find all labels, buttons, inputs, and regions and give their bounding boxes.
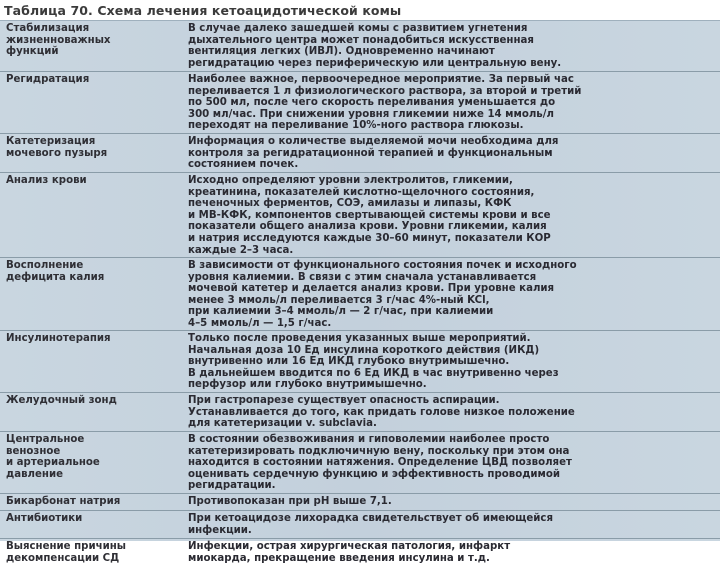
text-line: При кетоацидозе лихорадка свидетельствует об имеющейся <box>188 513 553 524</box>
row-text <box>188 260 718 330</box>
label-line: декомпенсации СД <box>6 552 120 564</box>
text-line: 300 мл/час. При снижении уровня гликемии ниже 14 ммоль/л <box>188 108 554 120</box>
text-line: каждые 2–3 часа. <box>188 244 294 256</box>
row-text <box>188 434 718 492</box>
text-line: В дальнейшем вводится по 6 Ед ИКД в час внутривенно через <box>188 367 559 379</box>
label-line: функций <box>6 46 59 58</box>
text-line: показатели общего анализа крови. Уровни гликемии, калия <box>188 221 547 233</box>
text-line: регидратацию через периферическую или центральную вену. <box>188 57 562 69</box>
row-label <box>6 23 178 58</box>
text-line: Противопоказан при pH выше 7,1. <box>188 496 392 507</box>
label-line: венозное <box>6 445 61 457</box>
table-row <box>0 173 720 258</box>
text-line: и МВ-КФК, компонентов свертывающей системы крови и все <box>188 209 551 221</box>
text-line: для катетеризации v. subclavia. <box>188 418 377 430</box>
table-row <box>0 21 720 72</box>
label-line: жизненноважных <box>6 34 111 46</box>
table-row <box>0 432 720 494</box>
table-row <box>0 511 720 539</box>
text-line: креатинина, показателей кислотно-щелочного состояния, <box>188 186 535 198</box>
text-line: В зависимости от функционального состояния почек и исходного <box>188 260 577 271</box>
text-line: внутривенно или 16 Ед ИКД глубоко внутримышечно. <box>188 356 510 368</box>
row-text <box>188 136 718 171</box>
text-line: уровня калиемии. В связи с этим сначала устанавливается <box>188 271 537 283</box>
text-line: Информация о количестве выделяемой мочи необходима для <box>188 136 559 147</box>
label-line: Желудочный зонд <box>6 395 117 406</box>
label-line: мочевого пузыря <box>6 147 108 159</box>
text-line: В состоянии обезвоживания и гиповолемии наиболее просто <box>188 434 550 445</box>
text-line: Наиболее важное, первоочередное мероприятие. За первый час <box>188 74 574 85</box>
text-line: находится в состоянии натяжения. Определение ЦВД позволяет <box>188 457 572 469</box>
table-row <box>0 494 720 511</box>
table-row <box>0 331 720 393</box>
text-line: контроля за регидратационной терапией и функциональным <box>188 147 553 159</box>
label-line: давление <box>6 468 64 480</box>
table-row <box>0 72 720 134</box>
label-line: и артериальное <box>6 457 100 469</box>
text-line: Инфекции, острая хирургическая патология, инфаркт <box>188 541 511 552</box>
text-line: Только после проведения указанных выше мероприятий. <box>188 333 531 344</box>
label-line: Выяснение причины <box>6 541 126 552</box>
label-line: Инсулинотерапия <box>6 333 111 344</box>
text-line: Устанавливается до того, как придать голове низкое положение <box>188 406 575 418</box>
text-line: переходят на переливание 10%-ного раствора глюкозы. <box>188 120 524 132</box>
text-line: инфекции. <box>188 524 252 536</box>
row-label <box>6 541 178 564</box>
label-line: Катетеризация <box>6 136 96 147</box>
label-line: Антибиотики <box>6 513 83 524</box>
row-label <box>6 496 178 508</box>
label-line: Регидратация <box>6 74 90 85</box>
row-label <box>6 513 178 525</box>
label-line: Стабилизация <box>6 23 90 34</box>
row-text <box>188 175 718 256</box>
text-line: катетеризировать подключичную вену, поскольку при этом она <box>188 445 570 457</box>
treatment-table <box>0 20 720 564</box>
row-text <box>188 333 718 391</box>
row-text <box>188 23 718 69</box>
text-line: При гастропарезе существует опасность аспирации. <box>188 395 500 406</box>
table-row <box>0 539 720 567</box>
text-line: дыхательного центра может понадобиться искусственная <box>188 34 534 46</box>
row-label <box>6 434 178 480</box>
text-line: при калиемии 3–4 ммоль/л — 2 г/час, при калиемии <box>188 306 494 318</box>
text-line: мочевой катетер и делается анализ крови. При уровне калия <box>188 283 555 295</box>
text-line: и натрия исследуются каждые 30–60 минут, показатели КОР <box>188 232 551 244</box>
row-text <box>188 74 718 132</box>
text-line: переливается 1 л физиологического раствора, за второй и третий <box>188 85 582 97</box>
row-label <box>6 74 178 86</box>
text-line: менее 3 ммоль/л переливается 3 г/час 4%-ный KCl, <box>188 294 490 306</box>
row-text <box>188 496 718 508</box>
row-label <box>6 175 178 187</box>
label-line: Центральное <box>6 434 85 445</box>
row-label <box>6 260 178 283</box>
row-text <box>188 541 718 564</box>
row-text <box>188 513 718 536</box>
table-row <box>0 134 720 173</box>
row-text <box>188 395 718 430</box>
label-line: дефицита калия <box>6 271 105 283</box>
label-line: Восполнение <box>6 260 84 271</box>
text-line: печеночных ферментов, СОЭ, амилазы и липазы, КФК <box>188 198 512 210</box>
text-line: Начальная доза 10 Ед инсулина короткого действия (ИКД) <box>188 344 540 356</box>
text-line: оценивать сердечную функцию и эффективность проводимой <box>188 468 561 480</box>
text-line: регидратации. <box>188 480 276 492</box>
text-line: перфузор или глубоко внутримышечно. <box>188 379 427 391</box>
text-line: вентиляция легких (ИВЛ). Одновременно начинают <box>188 46 495 58</box>
text-line: по 500 мл, после чего скорость переливания уменьшается до <box>188 97 556 109</box>
row-label <box>6 395 178 407</box>
label-line: Анализ крови <box>6 175 87 186</box>
table-row <box>0 258 720 331</box>
row-label <box>6 333 178 345</box>
text-line: Исходно определяют уровни электролитов, гликемии, <box>188 175 513 186</box>
row-label <box>6 136 178 159</box>
text-line: 4–5 ммоль/л — 1,5 г/час. <box>188 317 332 329</box>
text-line: состоянием почек. <box>188 159 299 171</box>
text-line: В случае далеко зашедшей комы с развитием угнетения <box>188 23 528 34</box>
table-title: Таблица 70. Схема лечения кетоацидотической комы <box>4 3 402 18</box>
table-row <box>0 393 720 432</box>
label-line: Бикарбонат натрия <box>6 496 121 507</box>
text-line: миокарда, прекращение введения инсулина и т.д. <box>188 552 490 564</box>
